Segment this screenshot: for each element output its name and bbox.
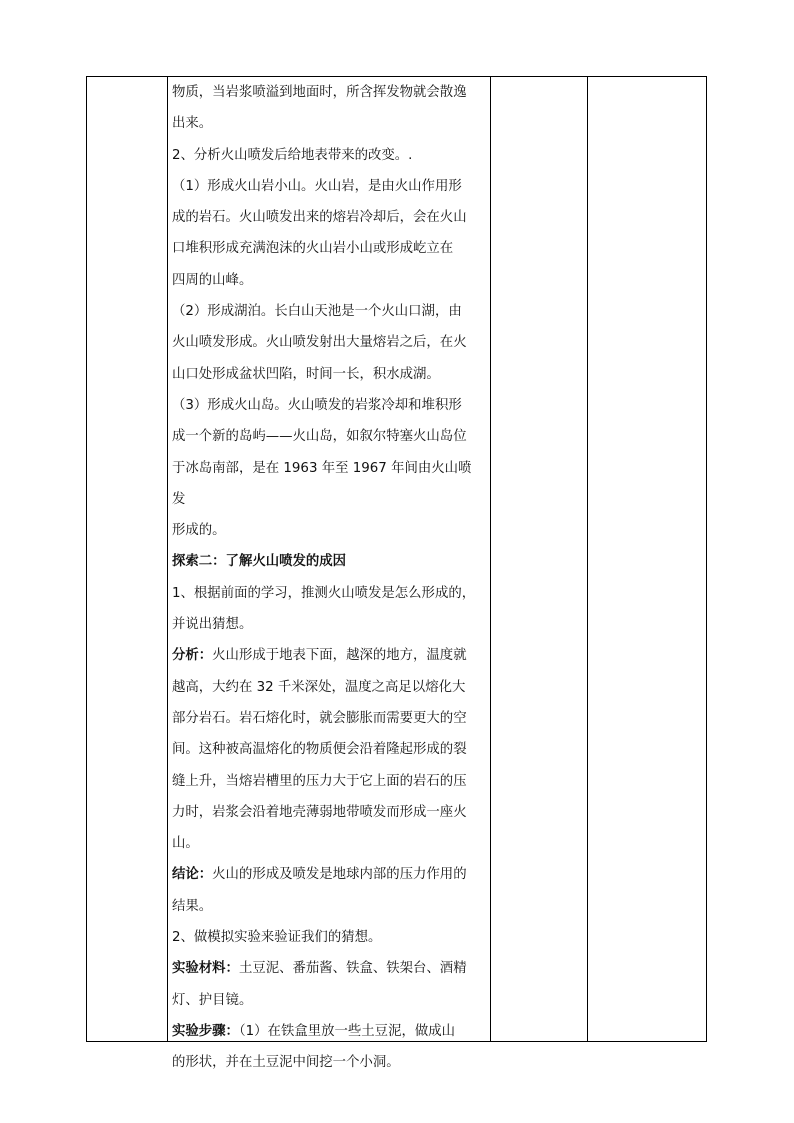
text-line: 口堆积形成充满泡沫的火山岩小山或形成屹立在 [172,241,454,257]
text-line: 火山喷发形成。火山喷发射出大量熔岩之后，在火 [172,335,467,351]
text-line: 山。 [172,836,199,852]
text-line: （1）形成火山岩小山。火山岩，是由火山作用形 [172,178,462,194]
column-divider [167,77,168,1041]
text-line: 越高，大约在 32 千米深处，温度之高足以熔化大 [172,679,466,695]
text-line: 物质，当岩浆喷溢到地面时，所含挥发物就会散逸 [172,85,467,100]
text-line: 实验材料：土豆泥、番茄酱、铁盒、铁架台、酒精 [172,961,467,977]
text-line: 实验步骤：（1）在铁盒里放一些土豆泥，做成山 [172,1023,456,1039]
text-line: 力时，岩浆会沿着地壳薄弱地带喷发而形成一座火 [172,804,467,820]
text-line: 出来。 [172,116,213,132]
text-line: 间。这种被高温熔化的物质便会沿着隆起形成的裂 [172,742,467,758]
text-line: 并说出猜想。 [172,617,253,633]
column-divider [490,77,491,1041]
text-line: 山口处形成盆状凹陷，时间一长，积水成湖。 [172,366,440,382]
text-line: 2、分析火山喷发后给地表带来的改变。. [172,147,413,163]
text-line: 于冰岛南部，是在 1963 年至 1967 年间由火山喷发 [172,460,472,507]
text-line: 分析：火山形成于地表下面，越深的地方，温度就 [172,648,467,664]
materials-label: 实验材料： [172,961,239,977]
text-line: 灯、护目镜。 [172,992,253,1008]
text-line: 结论：火山的形成及喷发是地球内部的压力作用的 [172,867,467,883]
column-divider [587,77,588,1041]
analysis-label: 分析： [172,648,213,664]
steps-label: 实验步骤： [172,1023,239,1039]
text-line: 四周的山峰。 [172,272,253,288]
text-line: 形成的。 [172,523,226,539]
text-line: 成一个新的岛屿——火山岛，如叙尔特塞火山岛位 [172,429,467,445]
text-line: 1、根据前面的学习，推测火山喷发是怎么形成的， [172,585,476,601]
text-line: 成的岩石。火山喷发出来的熔岩冷却后，会在火山 [172,210,467,226]
section-heading: 探索二：了解火山喷发的成因 [172,554,347,570]
text-line: （2）形成湖泊。长白山天池是一个火山口湖，由 [172,304,462,320]
text-line: 结果。 [172,898,213,914]
text-line: 部分岩石。岩石熔化时，就会膨胀而需要更大的空 [172,710,467,726]
conclusion-label: 结论： [172,867,213,883]
text-line: 缝上升，当熔岩槽里的压力大于它上面的岩石的压 [172,773,467,789]
text-line: （3）形成火山岛。火山喷发的岩浆冷却和堆积形 [172,397,462,413]
text-line: 的形状，并在土豆泥中间挖一个小洞。 [172,1055,400,1071]
teaching-content-cell [172,77,484,1079]
text-line: 2、做模拟实验来验证我们的猜想。 [172,930,382,946]
